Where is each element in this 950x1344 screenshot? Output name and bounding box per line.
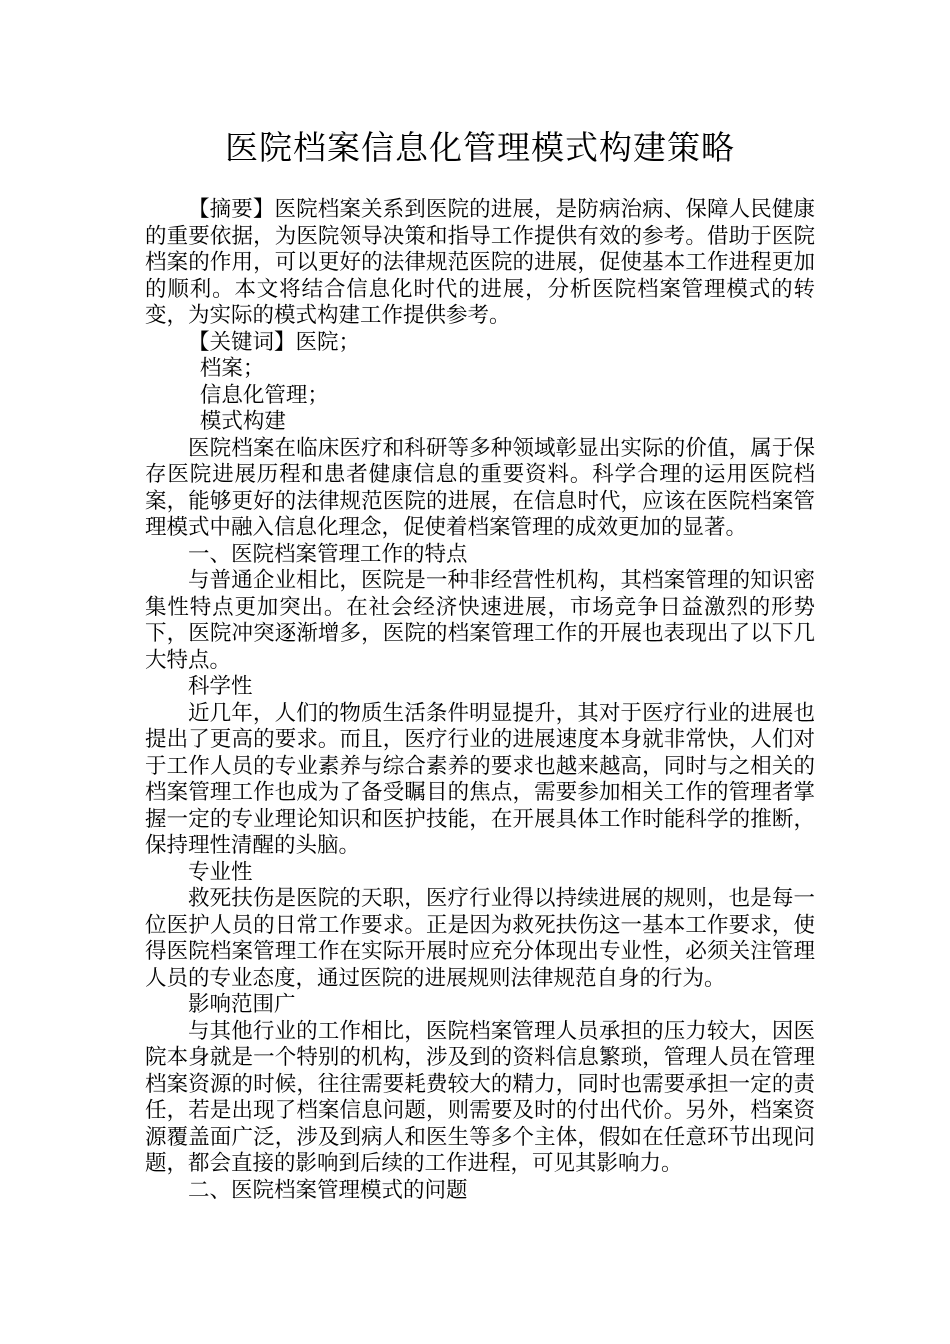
subsection-heading-professional: 专业性	[188, 859, 253, 885]
subsection-body-professional: 救死扶伤是医院的天职，医疗行业得以持续进展的规则，也是每一位医护人员的日常工作要求。正是因为救死扶伤这一基本工作要求，使得医院档案管理工作在实际开展时应充分体现出专业性，必须关注管理人员的专业态度，通过医院的进展规则法律规范自身的行为。	[145, 886, 815, 991]
keywords-line: 【关键词】医院；	[188, 329, 361, 355]
keyword-item: 信息化管理；	[199, 382, 329, 408]
abstract-paragraph: 【摘要】医院档案关系到医院的进展，是防病治病、保障人民健康的重要依据，为医院领导决策和指导工作提供有效的参考。借助于医院档案的作用，可以更好的法律规范医院的进展，促使基本工作进程更加的顺利。本文将结合信息化时代的进展，分析医院档案管理模式的转变，为实际的模式构建工作提供参考。	[145, 197, 815, 328]
document-page	[145, 126, 815, 1204]
subsection-body-wide-impact: 与其他行业的工作相比，医院档案管理人员承担的压力较大，因医院本身就是一个特别的机构，涉及到的资料信息繁琐，管理人员在管理档案资源的时候，往往需要耗费较大的精力，同时也需要承担一定的责任，若是出现了档案信息问题，则需要及时的付出代价。另外，档案资源覆盖面广泛，涉及到病人和医生等多个主体，假如在任意环节出现问题，都会直接的影响到后续的工作进程，可见其影响力。	[145, 1018, 815, 1176]
section-2-heading: 二、医院档案管理模式的问题	[188, 1177, 468, 1203]
section-1-heading: 一、医院档案管理工作的特点	[188, 541, 468, 567]
subsection-body-scientific: 近几年，人们的物质生活条件明显提升，其对于医疗行业的进展也提出了更高的要求。而且，医疗行业的进展速度本身就非常快，人们对于工作人员的专业素养与综合素养的要求也越来越高，同时与之相关的档案管理工作也成为了备受瞩目的焦点，需要参加相关工作的管理者掌握一定的专业理论知识和医护技能，在开展具体工作时能科学的推断，保持理性清醒的头脑。	[145, 700, 815, 858]
subsection-heading-wide-impact: 影响范围广	[188, 992, 296, 1017]
document-title: 医院档案信息化管理模式构建策略	[225, 128, 735, 167]
keyword-item: 档案；	[199, 356, 265, 381]
subsection-heading-scientific: 科学性	[188, 674, 253, 699]
intro-paragraph: 医院档案在临床医疗和科研等多种领域彰显出实际的价值，属于保存医院进展历程和患者健康信息的重要资料。科学合理的运用医院档案，能够更好的法律规范医院的进展，在信息时代，应该在医院档案管理模式中融入信息化理念，促使着档案管理的成效更加的显著。	[145, 435, 815, 540]
keyword-item: 模式构建	[199, 409, 286, 434]
section-1-lead-paragraph: 与普通企业相比，医院是一种非经营性机构，其档案管理的知识密集性特点更加突出。在社会经济快速进展，市场竞争日益激烈的形势下，医院冲突逐渐增多，医院的档案管理工作的开展也表现出了以下几大特点。	[145, 568, 815, 673]
